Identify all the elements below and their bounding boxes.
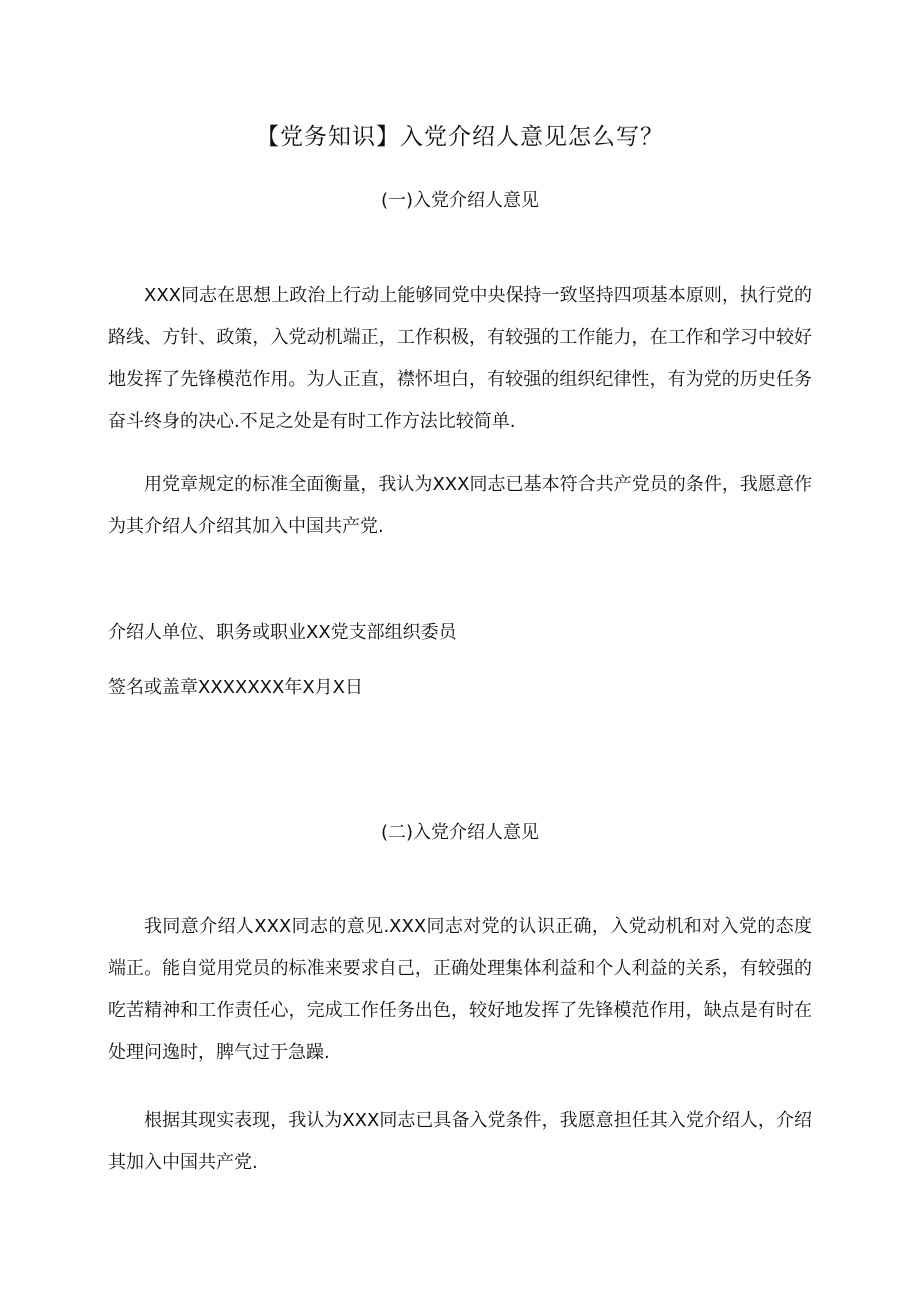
introducer-unit-line: 介绍人单位、职务或职业XX党支部组织委员 (108, 622, 457, 643)
section-2-heading: (二)入党介绍人意见 (380, 822, 540, 843)
section-1-heading: (一)入党介绍人意见 (380, 190, 540, 211)
section-1-paragraph-1: XXX同志在思想上政治上行动上能够同党中央保持一致坚持四项基本原则，执行党的路线、方针、政策，入党动机端正，工作积极，有较强的工作能力，在工作和学习中较好地发挥了先锋模范作用。为人正直，襟怀坦白，有较强的组织纪律性，有为党的历史任务奋斗终身的决心.不足之处是有时工作方法比较简单. (108, 285, 812, 432)
signature-line: 签名或盖章XXXXXXX年X月X日 (108, 677, 363, 698)
section-2-paragraph-2: 根据其现实表现，我认为XXX同志已具备入党条件，我愿意担任其入党介绍人，介绍其加入中国共产党. (108, 1110, 812, 1173)
section-2-paragraph-1: 我同意介绍人XXX同志的意见.XXX同志对党的认识正确，入党动机和对入党的态度端正。能自觉用党员的标准来要求自己，正确处理集体利益和个人利益的关系，有较强的吃苦精神和工作责任心，完成工作任务出色，较好地发挥了先锋模范作用，缺点是有时在处理问逸时，脾气过于急躁. (108, 916, 812, 1063)
section-1-paragraph-2: 用党章规定的标准全面衡量，我认为XXX同志已基本符合共产党员的条件，我愿意作为其介绍人介绍其加入中国共产党. (108, 474, 812, 537)
document-title: 【党务知识】入党介绍人意见怎么写？ (256, 124, 664, 150)
